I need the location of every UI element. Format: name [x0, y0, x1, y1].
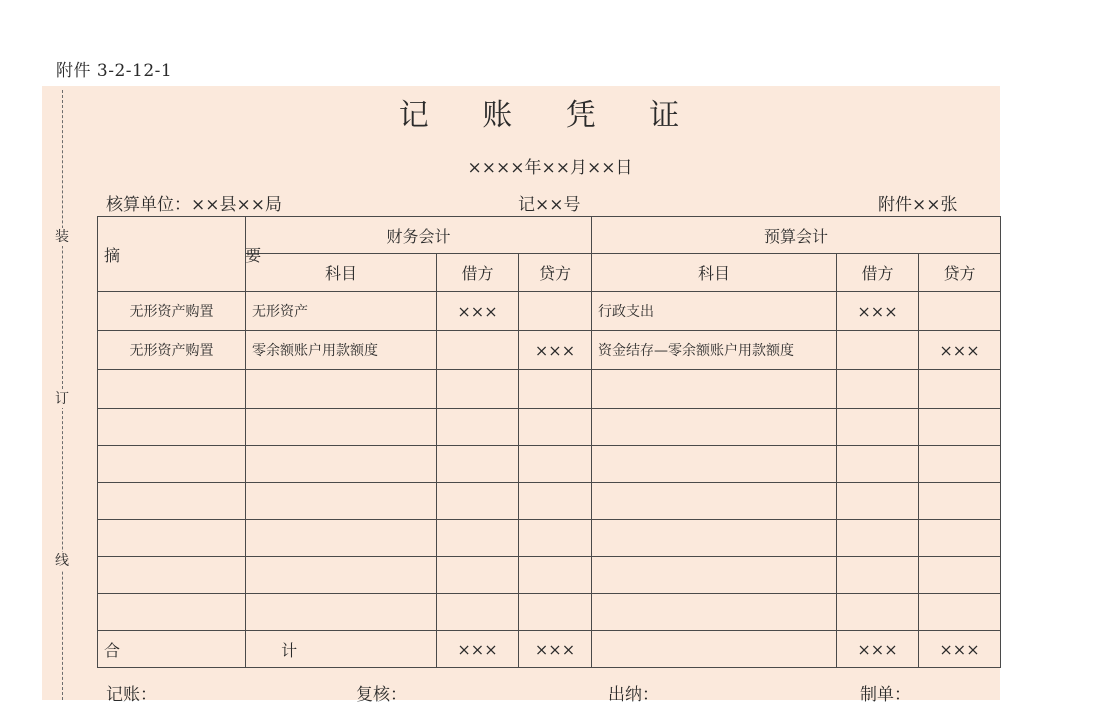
- row-bud-account: 行政支出: [592, 292, 837, 331]
- empty-row: [98, 520, 1001, 557]
- binding-char-xian: 线: [55, 553, 69, 569]
- row-bud-credit: ×××: [919, 331, 1001, 370]
- row-bud-account: 资金结存—零余额账户用款额度: [592, 331, 837, 370]
- signature-bookkeeper: 记账：: [106, 685, 157, 705]
- empty-row: [98, 409, 1001, 446]
- total-label: 合 计: [98, 631, 246, 668]
- bud-credit-header: 贷方: [919, 254, 1001, 292]
- total-bud-credit: ×××: [919, 631, 1001, 668]
- row-fin-credit: ×××: [519, 331, 592, 370]
- accounting-unit: 核算单位：××县××局: [106, 195, 282, 215]
- row-bud-debit: [837, 331, 919, 370]
- signature-reviewer: 复核：: [356, 685, 407, 705]
- row-summary: 无形资产购置: [98, 331, 246, 370]
- row-fin-debit: [437, 331, 519, 370]
- row-fin-account: 零余额账户用款额度: [246, 331, 437, 370]
- binding-char-zhuang: 装: [55, 229, 69, 245]
- empty-row: [98, 446, 1001, 483]
- voucher-number: 记××号: [518, 195, 581, 215]
- row-summary: 无形资产购置: [98, 292, 246, 331]
- table-row: [98, 292, 1001, 331]
- attachment-label: 附件 3-2-12-1: [56, 61, 173, 81]
- row-bud-credit: [919, 292, 1001, 331]
- row-fin-credit: [519, 292, 592, 331]
- total-fin-debit: ×××: [437, 631, 519, 668]
- bud-account-header: 科目: [592, 254, 837, 292]
- fin-credit-header: 贷方: [519, 254, 592, 292]
- row-fin-debit: ×××: [437, 292, 519, 331]
- signature-preparer: 制单：: [860, 685, 911, 705]
- empty-row: [98, 557, 1001, 594]
- bud-debit-header: 借方: [837, 254, 919, 292]
- empty-row: [98, 483, 1001, 520]
- fin-debit-header: 借方: [437, 254, 519, 292]
- voucher-table: [97, 216, 1001, 668]
- summary-header: 摘 要: [98, 217, 246, 292]
- empty-row: [98, 370, 1001, 409]
- table-row: [98, 331, 1001, 370]
- total-fin-credit: ×××: [519, 631, 592, 668]
- header-row-1: [98, 217, 1001, 254]
- empty-row: [98, 594, 1001, 631]
- row-fin-account: 无形资产: [246, 292, 437, 331]
- voucher-title: 记 账 凭 证: [398, 98, 702, 133]
- binding-char-ding: 订: [55, 391, 69, 407]
- voucher-date: ××××年××月××日: [467, 158, 633, 178]
- total-row: [98, 631, 1001, 668]
- financial-accounting-header: 财务会计: [246, 217, 592, 254]
- attachment-count: 附件××张: [878, 195, 958, 215]
- signature-cashier: 出纳：: [608, 685, 659, 705]
- fin-account-header: 科目: [246, 254, 437, 292]
- budget-accounting-header: 预算会计: [592, 217, 1001, 254]
- total-bud-debit: ×××: [837, 631, 919, 668]
- row-bud-debit: ×××: [837, 292, 919, 331]
